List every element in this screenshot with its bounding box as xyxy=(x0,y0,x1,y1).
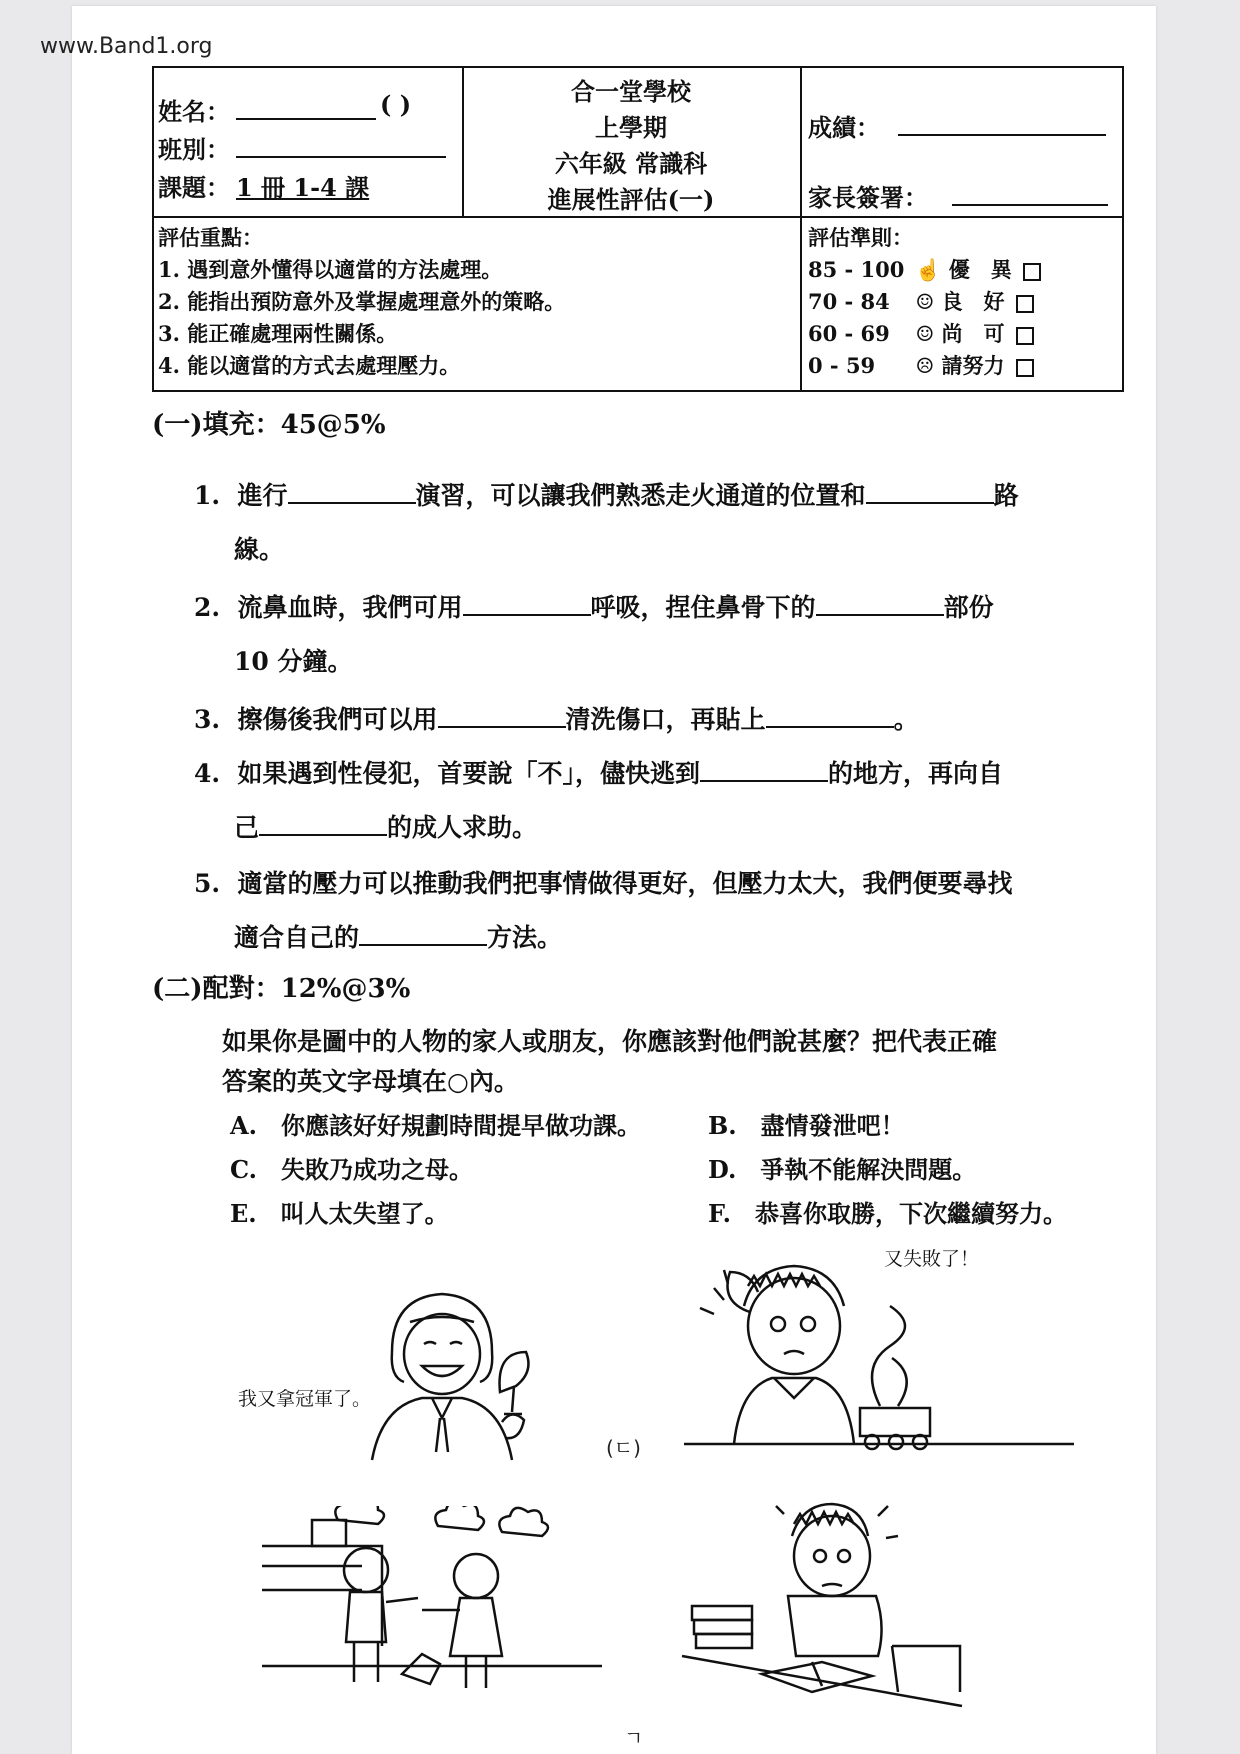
sad-face-icon: ☹ xyxy=(915,353,935,378)
speech-win: 我又拿冠軍了。 xyxy=(238,1388,372,1410)
criteria-grade: 請努力 xyxy=(941,353,1005,378)
question-text: 如果遇到性侵犯，首要說「不」，儘快逃到 xyxy=(237,759,701,788)
criteria-range: 60 - 69 xyxy=(808,321,890,346)
topic-value: 1 冊 1-4 課 xyxy=(236,173,370,202)
question-text: 的成人求助。 xyxy=(387,813,538,842)
worksheet-page xyxy=(72,6,1156,1754)
focus-point: 1. 遇到意外懂得以適當的方法處理。 xyxy=(158,257,503,282)
answer-blank[interactable] xyxy=(438,704,566,728)
question-number: 5. xyxy=(194,869,221,898)
question-5-line-1 xyxy=(194,864,1013,900)
question-2-line-2: 10 分鐘。 xyxy=(234,647,353,676)
question-text: 流鼻血時，我們可用 xyxy=(237,593,463,622)
answer-blank[interactable] xyxy=(866,480,994,504)
speech-fail: 又失敗了！ xyxy=(884,1248,980,1270)
question-text: 適當的壓力可以推動我們把事情做得更好，但壓力太大，我們便要尋找 xyxy=(237,869,1013,898)
question-number: 2. xyxy=(194,593,221,622)
topic-label: 課題： xyxy=(158,173,230,202)
class-number-paren: ( ) xyxy=(380,90,412,119)
name-blank xyxy=(236,118,376,120)
question-2-line-1 xyxy=(194,588,994,624)
question-text: 適合自己的 xyxy=(234,923,360,952)
signature-blank xyxy=(952,204,1108,206)
score-label: 成績： xyxy=(808,113,880,142)
option-a: A. 你應該好好規劃時間提早做功課。 xyxy=(230,1111,641,1140)
answer-blank[interactable] xyxy=(359,922,487,946)
answer-circle-mark: ㄱ xyxy=(624,1726,644,1750)
class-blank xyxy=(236,156,446,158)
answer-circle-mark: (ㄷ) xyxy=(606,1436,641,1460)
question-1-line-2: 線。 xyxy=(234,535,285,564)
option-e: E. 叫人太失望了。 xyxy=(230,1199,449,1228)
score-blank xyxy=(898,134,1106,136)
question-text: 擦傷後我們可以用 xyxy=(237,705,438,734)
focus-point: 2. 能指出預防意外及掌握處理意外的策略。 xyxy=(158,289,566,314)
criteria-grade: 尚 可 xyxy=(941,321,1005,346)
grade-subject: 六年級 常識科 xyxy=(554,149,708,178)
criteria-row xyxy=(808,286,1034,316)
answer-blank[interactable] xyxy=(259,812,387,836)
question-number: 3. xyxy=(194,705,221,734)
criteria-row xyxy=(808,350,1034,380)
question-text: 方法。 xyxy=(487,923,563,952)
checkbox-icon xyxy=(1016,327,1034,345)
question-4-line-2 xyxy=(234,808,537,844)
assessment-title: 進展性評估(一) xyxy=(547,185,715,214)
focus-point: 4. 能以適當的方式去處理壓力。 xyxy=(158,353,461,378)
criteria-grade: 良 好 xyxy=(941,289,1005,314)
question-text: 部份 xyxy=(943,593,994,622)
checkbox-icon xyxy=(1016,295,1034,313)
focus-title: 評估重點： xyxy=(158,225,263,250)
question-4-line-1 xyxy=(194,754,1003,790)
divider xyxy=(154,216,1122,218)
question-text: 。 xyxy=(893,705,919,734)
option-f: F. 恭喜你取勝，下次繼續努力。 xyxy=(708,1199,1067,1228)
girl-trophy-illustration xyxy=(352,1282,542,1462)
header-table xyxy=(152,66,1124,392)
checkbox-icon xyxy=(1016,359,1034,377)
checkbox-icon xyxy=(1023,263,1041,281)
question-number: 1. xyxy=(194,481,221,510)
neutral-face-icon: ☺ xyxy=(915,321,935,346)
class-label: 班別： xyxy=(158,135,230,164)
arguing-children-illustration xyxy=(262,1506,602,1706)
question-1-line-1 xyxy=(194,476,1019,512)
boy-failure-illustration xyxy=(684,1256,1084,1456)
section-2-title: (二)配對：12%@3% xyxy=(152,974,411,1004)
parent-signature-label: 家長簽署： xyxy=(808,183,928,212)
criteria-row xyxy=(808,318,1034,348)
watermark-url: www.Band1.org xyxy=(40,34,213,59)
question-text: 己 xyxy=(234,813,260,842)
question-3 xyxy=(194,700,919,736)
option-c: C. 失敗乃成功之母。 xyxy=(230,1155,474,1184)
term: 上學期 xyxy=(595,113,667,142)
question-text: 清洗傷口，再貼上 xyxy=(565,705,766,734)
question-text: 路 xyxy=(993,481,1019,510)
answer-blank[interactable] xyxy=(463,592,591,616)
instruction-line-1: 如果你是圖中的人物的家人或朋友，你應該對他們說甚麼？把代表正確 xyxy=(222,1027,998,1056)
question-5-line-2 xyxy=(234,918,562,954)
focus-point: 3. 能正確處理兩性關係。 xyxy=(158,321,398,346)
question-number: 4. xyxy=(194,759,221,788)
thumbs-up-icon: ☝ xyxy=(915,257,942,282)
question-text: 的地方，再向自 xyxy=(828,759,1004,788)
question-text: 呼吸，捏住鼻骨下的 xyxy=(590,593,816,622)
name-label: 姓名： xyxy=(158,97,230,126)
option-d: D. 爭執不能解決問題。 xyxy=(708,1155,977,1184)
criteria-title: 評估準則： xyxy=(808,225,913,250)
smile-face-icon: ☺ xyxy=(915,289,935,314)
divider xyxy=(800,68,802,390)
section-1-title: (一)填充：45@5% xyxy=(152,410,386,440)
criteria-range: 70 - 84 xyxy=(808,289,890,314)
criteria-range: 85 - 100 xyxy=(808,257,905,282)
question-text: 演習，可以讓我們熟悉走火通道的位置和 xyxy=(415,481,866,510)
answer-blank[interactable] xyxy=(816,592,944,616)
option-b: B. 盡情發泄吧！ xyxy=(708,1111,905,1140)
criteria-row xyxy=(808,254,1041,284)
school-name: 合一堂學校 xyxy=(571,77,691,106)
question-text: 進行 xyxy=(237,481,288,510)
criteria-range: 0 - 59 xyxy=(808,353,876,378)
answer-blank[interactable] xyxy=(700,758,828,782)
criteria-grade: 優 異 xyxy=(948,257,1012,282)
stressed-homework-illustration xyxy=(672,1496,972,1716)
instruction-line-2: 答案的英文字母填在○內。 xyxy=(222,1067,519,1096)
answer-blank[interactable] xyxy=(288,480,416,504)
answer-blank[interactable] xyxy=(766,704,894,728)
